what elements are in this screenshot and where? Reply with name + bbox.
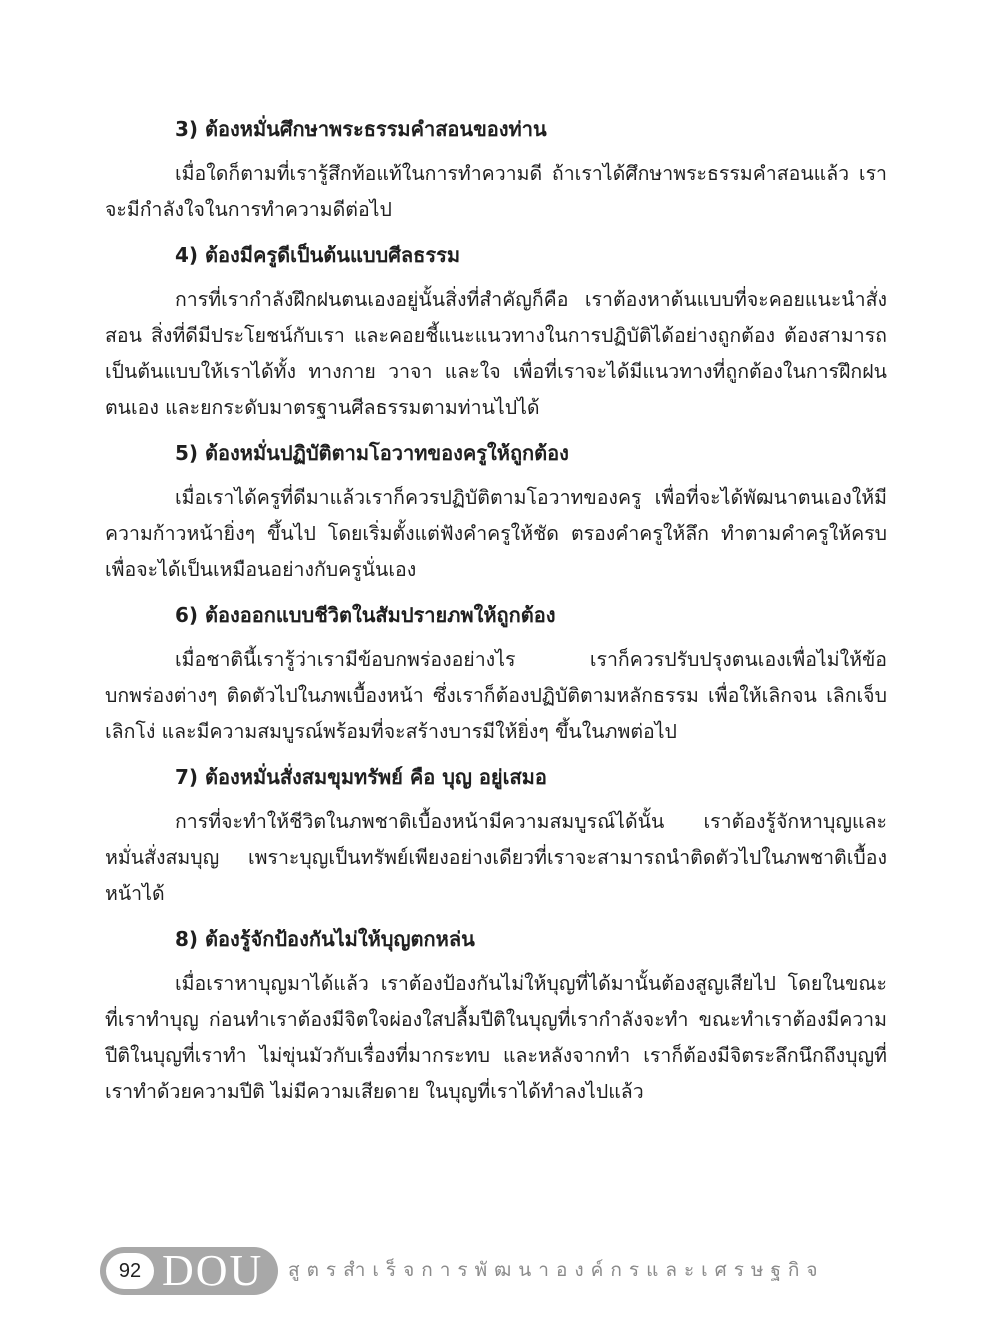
footer-badge — [100, 1247, 278, 1295]
section-3 — [105, 112, 887, 228]
page-footer — [100, 1243, 920, 1299]
section-paragraph: การที่จะทำให้ชีวิตในภพชาติเบื้องหน้ามีความสมบูรณ์ได้นั้น เราต้องรู้จักหาบุญและหมั่นสั่งสมบุญ เพราะบุญเป็นทรัพย์เพียงอย่างเดียวที่เราจะสามารถนำติดตัวไปในภพชาติเบื้องหน้าได้ — [105, 810, 887, 905]
section-8 — [105, 922, 887, 1110]
section-heading: 3) ต้องหมั่นศึกษาพระธรรมคำสอนของท่าน — [175, 117, 547, 141]
section-4 — [105, 238, 887, 426]
section-heading: 6) ต้องออกแบบชีวิตในสัมปรายภพให้ถูกต้อง — [175, 603, 556, 627]
page-body — [105, 112, 887, 1120]
section-paragraph: เมื่อเราได้ครูที่ดีมาแล้วเราก็ควรปฏิบัติตามโอวาทของครู เพื่อที่จะได้พัฒนาตนเองให้มีความก้าวหน้ายิ่งๆ ขึ้นไป โดยเริ่มตั้งแต่ฟังคำครูให้ชัด ตรองคำครูให้ลึก ทำตามคำครูให้ครบ เพื่อจะได้เป็นเหมือนอย่างกับครูนั่นเอง — [105, 486, 887, 581]
section-heading: 4) ต้องมีครูดีเป็นต้นแบบศีลธรรม — [175, 243, 461, 267]
section-paragraph: การที่เรากำลังฝึกฝนตนเองอยู่นั้นสิ่งที่สำคัญก็คือ เราต้องหาต้นแบบที่จะคอยแนะนำสั่งสอน สิ่งที่ดีมีประโยชน์กับเรา และคอยชี้แนะแนวทางในการปฏิบัติได้อย่างถูกต้อง ต้องสามารถเป็นต้นแบบให้เราได้ทั้ง ทางกาย วาจา และใจ เพื่อที่เราจะได้มีแนวทางที่ถูกต้องในการฝึกฝนตนเอง และยกระดับมาตรฐานศีลธรรมตามท่านไปได้ — [105, 288, 887, 419]
section-7 — [105, 760, 887, 912]
section-paragraph: เมื่อเราหาบุญมาได้แล้ว เราต้องป้องกันไม่ให้บุญที่ได้มานั้นต้องสูญเสียไป โดยในขณะที่เราทำบุญ ก่อนทำเราต้องมีจิตใจผ่องใสปลื้มปีติในบุญที่เรากำลังจะทำ ขณะทำเราต้องมีความปีติในบุญที่เราทำ ไม่ขุ่นมัวกับเรื่องที่มากระทบ และหลังจากทำ เราก็ต้องมีจิตระลึกนึกถึงบุญที่เราทำด้วยความปีติ ไม่มีความเสียดาย ในบุญที่เราได้ทำลงไปแล้ว — [105, 972, 887, 1103]
section-paragraph: เมื่อใดก็ตามที่เรารู้สึกท้อแท้ในการทำความดี ถ้าเราได้ศึกษาพระธรรมคำสอนแล้ว เราจะมีกำลังใจในการทำความดีต่อไป — [105, 162, 887, 221]
section-heading: 7) ต้องหมั่นสั่งสมขุมทรัพย์ คือ บุญ อยู่เสมอ — [175, 765, 547, 789]
section-6 — [105, 598, 887, 750]
page-number: 92 — [106, 1253, 154, 1289]
dou-logo: DOU — [162, 1246, 264, 1295]
section-paragraph: เมื่อชาตินี้เรารู้ว่าเรามีข้อบกพร่องอย่างไร เราก็ควรปรับปรุงตนเองเพื่อไม่ให้ข้อบกพร่องต่างๆ ติดตัวไปในภพเบื้องหน้า ซึ่งเราก็ต้องปฏิบัติตามหลักธรรม เพื่อให้เลิกจน เลิกเจ็บ เลิกโง่ และมีความสมบูรณ์พร้อมที่จะสร้างบารมีให้ยิ่งๆ ขึ้นในภพต่อไป — [105, 648, 887, 743]
book-title: สูตรสำเร็จการพัฒนาองค์กรและเศรษฐกิจ — [288, 1259, 825, 1281]
section-heading: 8) ต้องรู้จักป้องกันไม่ให้บุญตกหล่น — [175, 927, 475, 951]
section-heading: 5) ต้องหมั่นปฏิบัติตามโอวาทของครูให้ถูกต้อง — [175, 441, 569, 465]
section-5 — [105, 436, 887, 588]
